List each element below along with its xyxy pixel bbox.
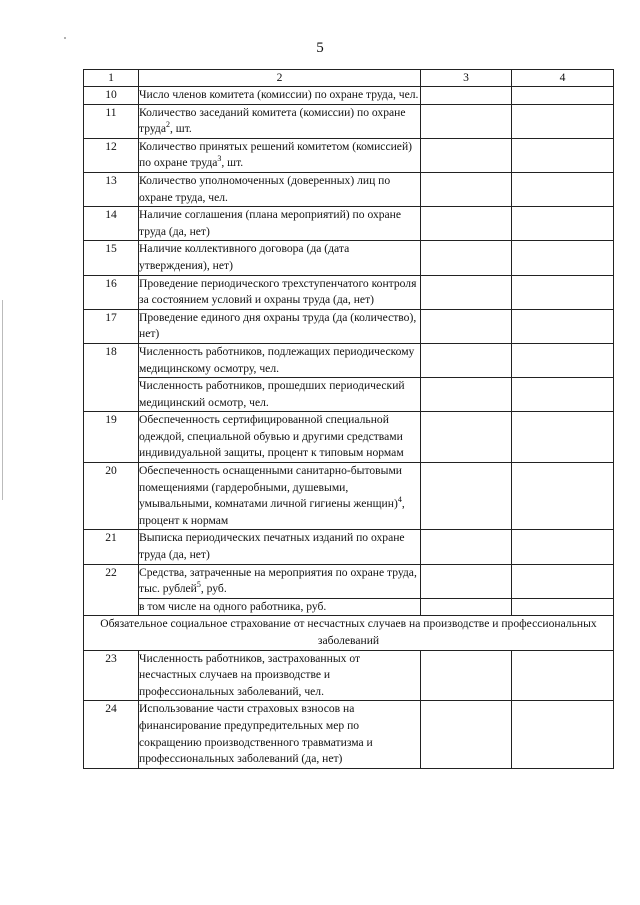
table-row (84, 412, 614, 463)
row-number: 24 (84, 701, 139, 768)
header-col-4: 4 (512, 70, 614, 87)
row-value-col-4[interactable] (512, 378, 614, 412)
row-description: Проведение единого дня охраны труда (да (количество), нет) (139, 309, 421, 343)
table-row (84, 207, 614, 241)
row-description: Наличие коллективного договора (да (дата утверждения), нет) (139, 241, 421, 275)
row-value-col-4[interactable] (512, 138, 614, 172)
row-description: Количество уполномоченных (доверенных) лиц по охране труда, чел. (139, 172, 421, 206)
row-value-col-4[interactable] (512, 412, 614, 463)
table-row (84, 309, 614, 343)
row-number: 15 (84, 241, 139, 275)
section-heading-row (84, 616, 614, 650)
row-description: Средства, затраченные на мероприятия по охране труда, тыс. рублей$^5$, руб. (139, 564, 421, 598)
table-row (84, 172, 614, 206)
row-number: 13 (84, 172, 139, 206)
row-description: Численность работников, подлежащих периодическому медицинскому осмотру, чел. (139, 343, 421, 377)
footnote-mark: 3 (217, 154, 222, 164)
row-number: 17 (84, 309, 139, 343)
footnote-mark: 2 (165, 120, 170, 130)
row-value-col-3[interactable] (421, 207, 512, 241)
row-value-col-3[interactable] (421, 309, 512, 343)
row-number: 23 (84, 650, 139, 701)
row-number: 20 (84, 463, 139, 530)
row-value-col-3[interactable] (421, 343, 512, 377)
row-value-col-4[interactable] (512, 564, 614, 598)
header-col-2: 2 (139, 70, 421, 87)
row-value-col-3[interactable] (421, 598, 512, 616)
row-value-col-4[interactable] (512, 104, 614, 138)
table-row (84, 463, 614, 530)
row-value-col-4[interactable] (512, 241, 614, 275)
row-number: 11 (84, 104, 139, 138)
report-table (83, 69, 614, 769)
row-value-col-3[interactable] (421, 138, 512, 172)
row-description: Обеспеченность оснащенными санитарно-бытовыми помещениями (гардеробными, душевыми, умывальными, комнатами личной гигиены женщин)$^4$, процент к нормам (139, 463, 421, 530)
row-value-col-4[interactable] (512, 172, 614, 206)
table-row (84, 530, 614, 564)
row-value-col-4[interactable] (512, 309, 614, 343)
footnote-mark: 5 (196, 580, 201, 590)
scan-speck (64, 37, 66, 39)
row-value-col-3[interactable] (421, 378, 512, 412)
header-col-1: 1 (84, 70, 139, 87)
row-value-col-3[interactable] (421, 275, 512, 309)
row-value-col-3[interactable] (421, 104, 512, 138)
row-value-col-4[interactable] (512, 207, 614, 241)
row-value-col-4[interactable] (512, 343, 614, 377)
row-number: 16 (84, 275, 139, 309)
row-description: в том числе на одного работника, руб. (139, 598, 421, 616)
row-value-col-4[interactable] (512, 275, 614, 309)
row-number: 19 (84, 412, 139, 463)
scan-edge-mark (2, 300, 3, 500)
row-description: Использование части страховых взносов на финансирование предупредительных мер по сокращению производственного травматизма и профессиональных заболеваний (да, нет) (139, 701, 421, 768)
footnote-mark: 4 (397, 495, 402, 505)
row-number: 18 (84, 343, 139, 411)
row-value-col-4[interactable] (512, 650, 614, 701)
table-header-row (84, 70, 614, 87)
table-row (84, 241, 614, 275)
table-row (84, 104, 614, 138)
row-value-col-4[interactable] (512, 598, 614, 616)
row-description: Численность работников, прошедших периодический медицинский осмотр, чел. (139, 378, 421, 412)
row-value-col-4[interactable] (512, 463, 614, 530)
row-description: Число членов комитета (комиссии) по охране труда, чел. (139, 87, 421, 105)
table-row (84, 598, 614, 616)
row-value-col-3[interactable] (421, 650, 512, 701)
table-row (84, 701, 614, 768)
row-value-col-3[interactable] (421, 564, 512, 598)
row-value-col-4[interactable] (512, 701, 614, 768)
row-value-col-3[interactable] (421, 701, 512, 768)
table-row (84, 650, 614, 701)
row-value-col-3[interactable] (421, 241, 512, 275)
row-value-col-4[interactable] (512, 87, 614, 105)
row-value-col-3[interactable] (421, 463, 512, 530)
row-description: Выписка периодических печатных изданий по охране труда (да, нет) (139, 530, 421, 564)
table-row (84, 138, 614, 172)
table-row (84, 564, 614, 598)
table-row (84, 378, 614, 412)
table-row (84, 343, 614, 377)
row-description: Численность работников, застрахованных от несчастных случаев на производстве и профессиональных заболеваний, чел. (139, 650, 421, 701)
row-number: 12 (84, 138, 139, 172)
row-description: Количество принятых решений комитетом (комиссией) по охране труда$^3$, шт. (139, 138, 421, 172)
table-row (84, 87, 614, 105)
row-value-col-3[interactable] (421, 530, 512, 564)
row-value-col-4[interactable] (512, 530, 614, 564)
row-value-col-3[interactable] (421, 87, 512, 105)
row-number: 10 (84, 87, 139, 105)
table-row (84, 275, 614, 309)
section-heading: Обязательное социальное страхование от несчастных случаев на производстве и профессиональных заболеваний (84, 616, 614, 650)
row-number: 21 (84, 530, 139, 564)
row-description: Проведение периодического трехступенчатого контроля за состоянием условий и охраны труда (да, нет) (139, 275, 421, 309)
row-value-col-3[interactable] (421, 172, 512, 206)
row-description: Количество заседаний комитета (комиссии) по охране труда$^2$, шт. (139, 104, 421, 138)
header-col-3: 3 (421, 70, 512, 87)
row-description: Наличие соглашения (плана мероприятий) по охране труда (да, нет) (139, 207, 421, 241)
page-number: 5 (316, 40, 324, 56)
row-value-col-3[interactable] (421, 412, 512, 463)
row-number: 14 (84, 207, 139, 241)
row-number: 22 (84, 564, 139, 616)
row-description: Обеспеченность сертифицированной специальной одеждой, специальной обувью и другими средствами индивидуальной защиты, процент к типовым нормам (139, 412, 421, 463)
